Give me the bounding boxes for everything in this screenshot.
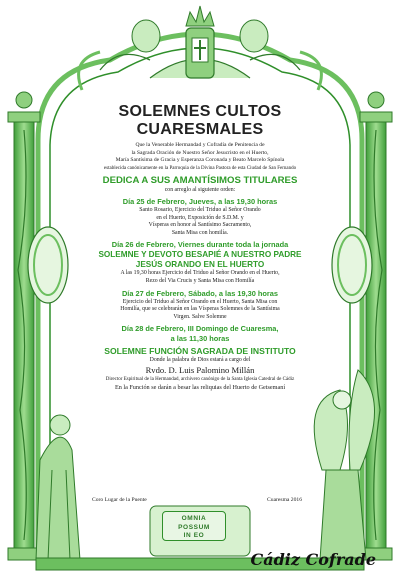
preacher-role: Director Espiritual de la Hermandad, archivero canónigo de la Santa Iglesia Catedral de Cádiz	[105, 376, 295, 382]
title-line-2: CUARESMALES	[136, 121, 264, 138]
funcion-heading: SOLEMNE FUNCIÓN SAGRADA DE INSTITUTO	[104, 346, 296, 357]
day1-line: Vísperas en honor al Santísimo Sacramento,	[148, 222, 252, 229]
right-angel	[314, 370, 374, 560]
footer-left: Coro Lugar de la Puente	[92, 497, 147, 503]
day4-heading-1: Día 28 de Febrero, III Domingo de Cuaresma,	[121, 324, 279, 334]
day1-line: Santa Misa con homilía.	[171, 229, 229, 236]
intro-line: Que la Venerable Hermandad y Cofradía de Penitencia de	[135, 142, 265, 148]
dedica-heading: DEDICA A SUS AMANTÍSIMOS TITULARES	[102, 175, 298, 187]
right-medallion	[332, 227, 372, 303]
left-figure	[36, 415, 80, 560]
intro-line: María Santísima de Gracia y Esperanza Coronada y Beato Marcelo Spínola	[115, 157, 285, 164]
besapie-heading-2: JESÚS ORANDO EN EL HUERTO	[135, 260, 265, 270]
day1-heading: Día 25 de Febrero, Jueves, a las 19,30 horas	[122, 196, 278, 206]
footer-right: Cuaresma 2016	[267, 497, 302, 503]
day3-line: Virgen. Salve Solemne	[173, 313, 227, 320]
intro-line: la Sagrada Oración de Nuestro Señor Jesucristo en el Huerto,	[131, 149, 269, 156]
day3-line: Ejercicio del Triduo al Señor Orando en el Huerto, Santa Misa con	[122, 298, 278, 305]
intro-line: establecida canónicamente en la Parroquia de la Divina Pastora de esta Ciudad de San Fernando	[103, 165, 297, 171]
day2-heading: Día 26 de Febrero, Viernes durante toda la jornada	[111, 240, 289, 250]
motto-cartouche	[162, 511, 226, 541]
left-medallion	[28, 227, 68, 303]
left-column	[8, 92, 40, 560]
besapie-heading-1: SOLEMNE Y DEVOTO BESAPIÉ A NUESTRO PADRE	[98, 250, 302, 260]
motto-line: IN EO	[183, 532, 205, 539]
day4-heading-2: a las 11,30 horas	[170, 334, 230, 344]
right-column	[360, 92, 392, 560]
closing-text: En la Función se darán a besar las reliquias del Huerto de Getsemaní	[114, 383, 286, 391]
preacher-name: Rvdo. D. Luis Palomino Millán	[145, 364, 255, 375]
watermark: Cádiz Cofrade	[250, 550, 376, 569]
motto-line: OMNIA	[181, 515, 207, 522]
palabra-text: Donde la palabra de Dios estará a cargo del	[149, 357, 251, 364]
day2-line: Rezo del Via Crucis y Santa Misa con Homilía	[145, 277, 255, 284]
day1-line: en el Huerto, Exposición de S.D.M. y	[156, 214, 244, 221]
main-text	[66, 103, 334, 391]
title-line-1: SOLEMNES CULTOS	[118, 103, 282, 120]
footer-row	[92, 497, 302, 503]
day2-line: A las 19,30 horas Ejercicio del Triduo al Señor Orando en el Huerto,	[120, 270, 280, 277]
day3-heading: Día 27 de Febrero, Sábado, a las 19,30 horas	[121, 288, 279, 298]
motto-line: POSSUM	[178, 523, 210, 531]
day3-line: Homilía, que se celebrarán en las Vísperas Solemnes de la Santísima	[120, 306, 280, 313]
day1-line: Santo Rosario, Ejercicio del Triduo al Señor Orando	[139, 206, 261, 213]
arreglo-text: con arreglo al siguiente orden:	[164, 187, 236, 194]
top-crest	[79, 6, 322, 90]
